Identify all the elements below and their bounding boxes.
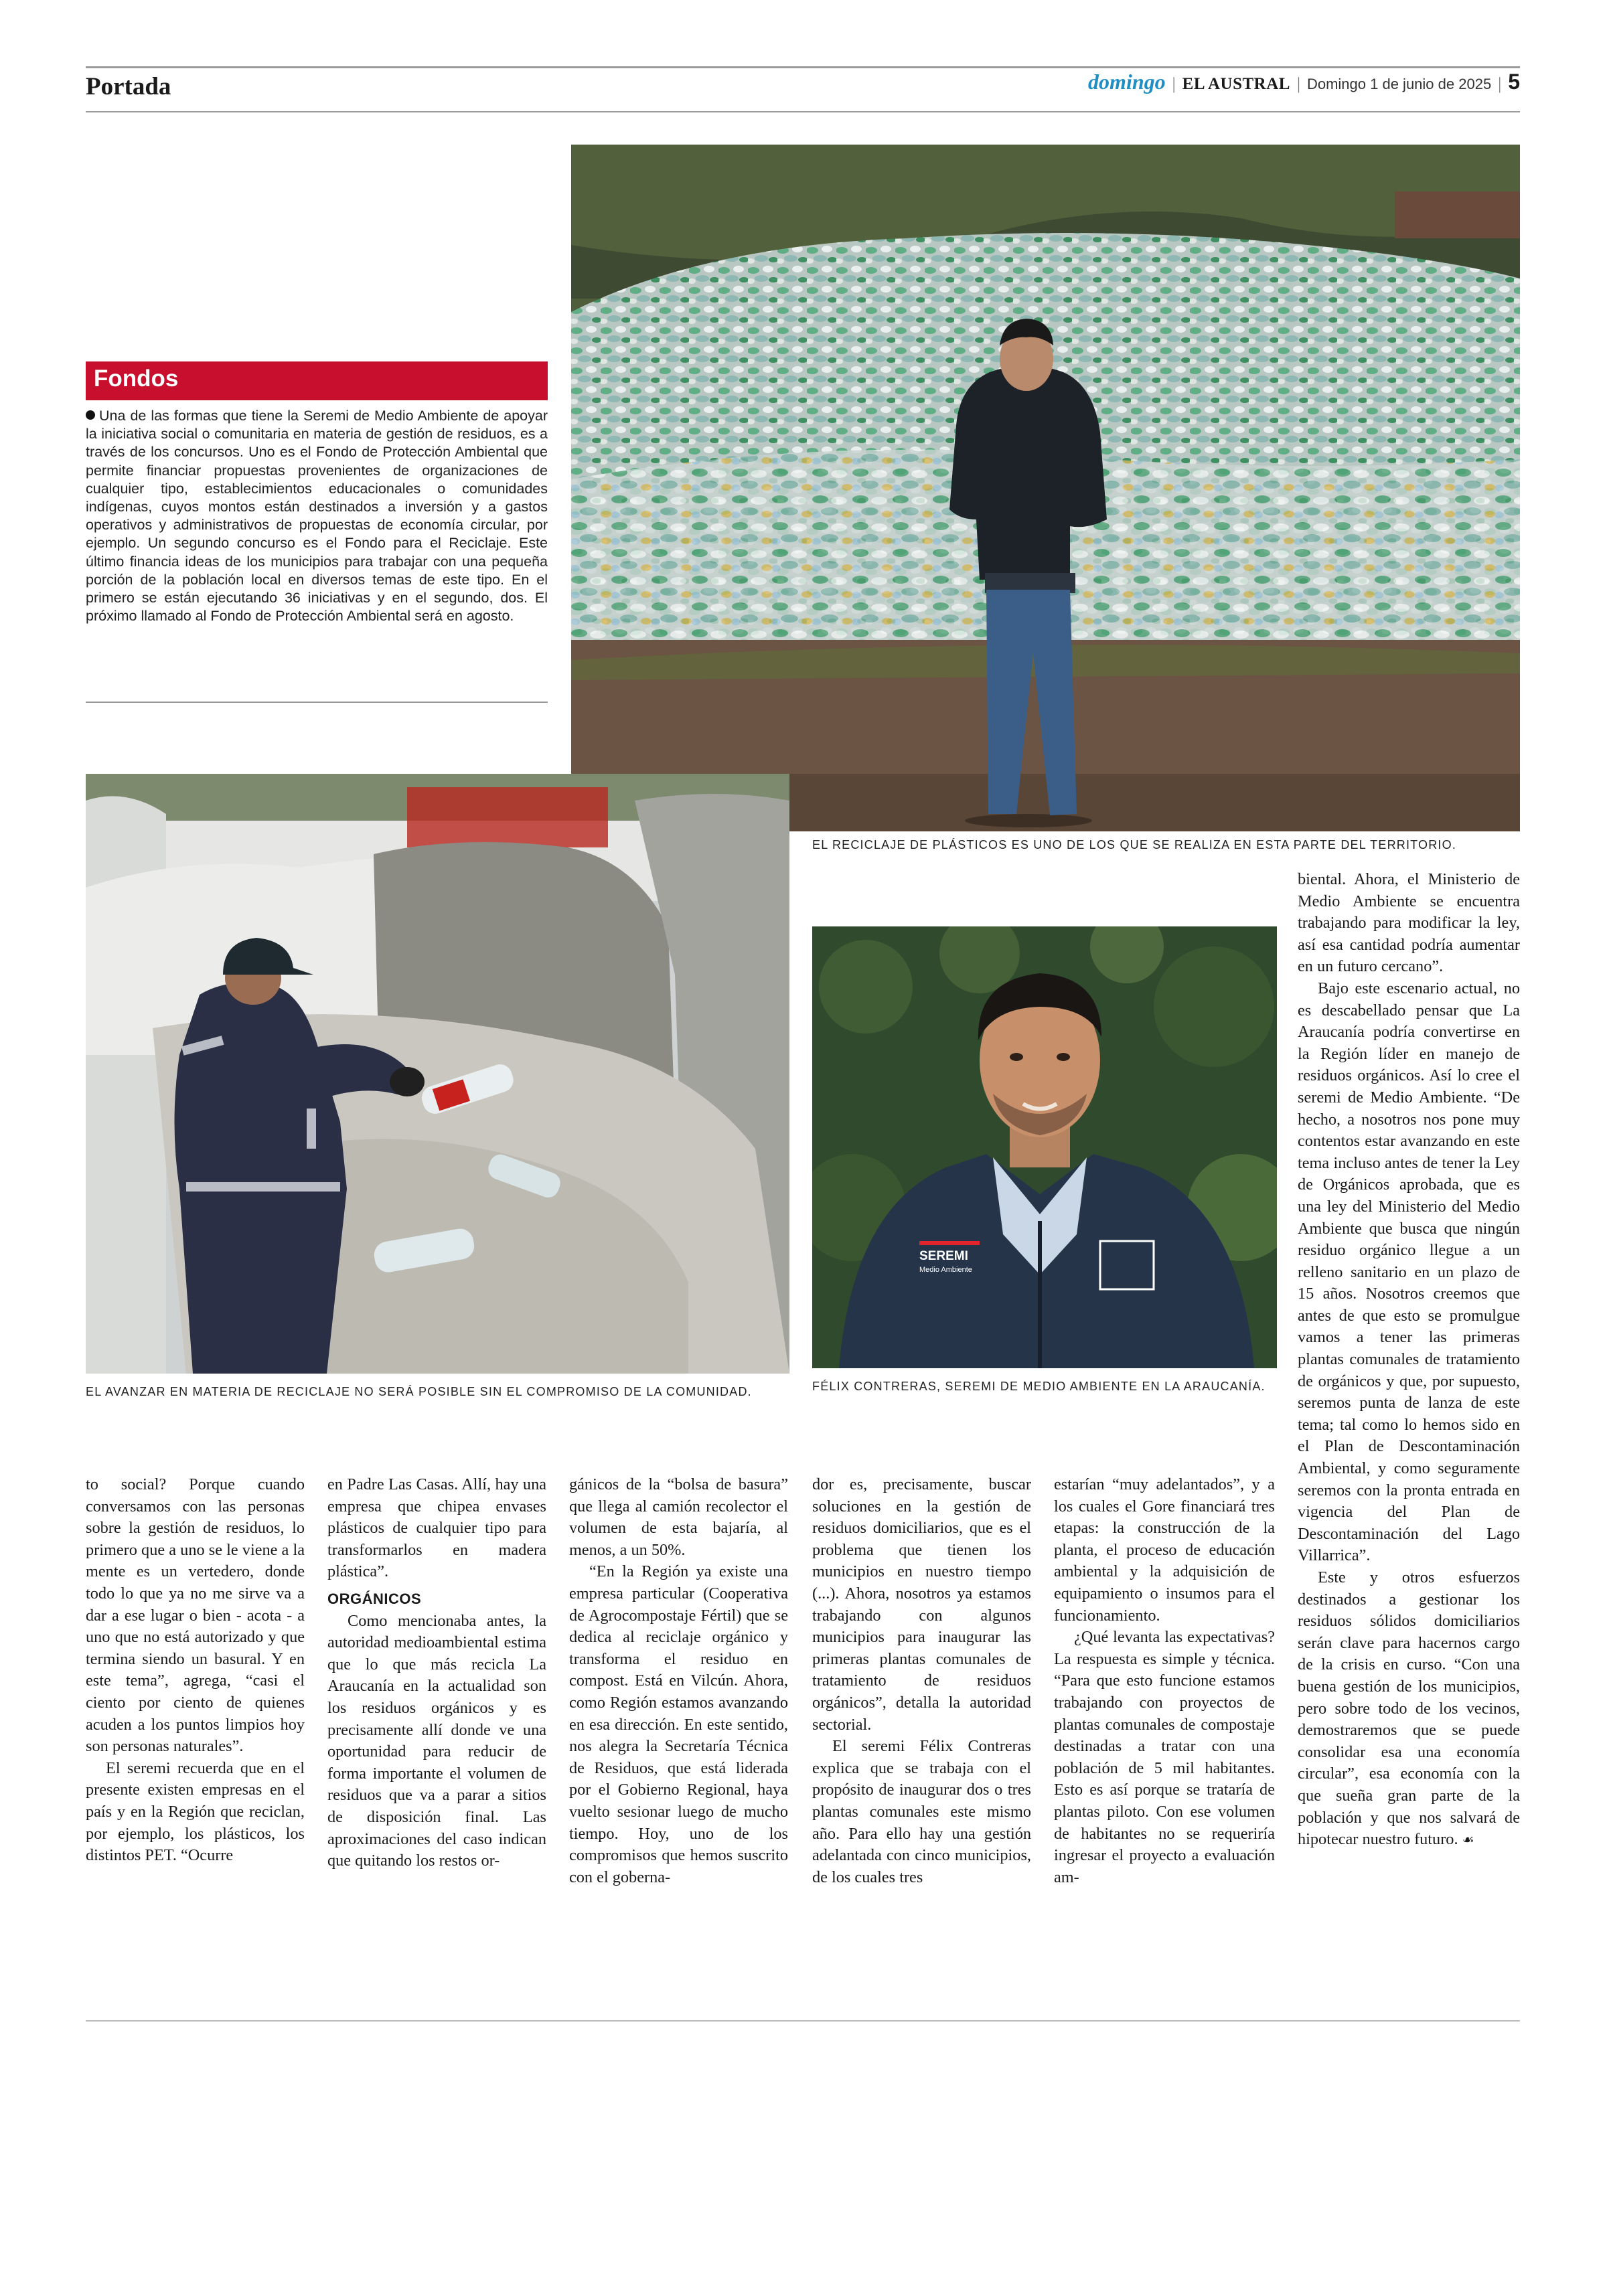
worker-caption: EL AVANZAR EN MATERIA DE RECICLAJE NO SERÁ POSIBLE SIN EL COMPROMISO DE LA COMUNIDAD. bbox=[86, 1385, 752, 1398]
article-column-5 bbox=[1054, 1474, 1275, 1888]
plastics-caption: EL RECICLAJE DE PLÁSTICOS ES UNO DE LOS QUE SE REALIZA EN ESTA PARTE DEL TERRITORIO. bbox=[812, 838, 1457, 851]
article-paragraph: dor es, precisamente, buscar soluciones en la gestión de residuos domiciliarios, que es el problema que tienen los municipios en nuestro tiempo (...). Ahora, nosotros ya estamos trabajando con algunos municipios para inaugurar las primeras plantas comunales de tratamiento de residuos orgánicos”, detalla la autoridad sectorial. bbox=[812, 1475, 1031, 1734]
header-top-rule bbox=[86, 66, 1520, 68]
fondos-body bbox=[86, 407, 548, 625]
masthead bbox=[1088, 70, 1520, 94]
article-paragraph: El seremi recuerda que en el presente existen empresas en el país y en la Región que reciclan, por ejemplo, los plásticos, los distintos PET. “Ocurre bbox=[86, 1758, 305, 1865]
section-title: Portada bbox=[86, 73, 171, 100]
fondos-sidebar bbox=[86, 361, 548, 625]
jacket-logo-subtext: Medio Ambiente bbox=[919, 1266, 972, 1274]
article-column-1 bbox=[86, 1474, 305, 1867]
article-column-2 bbox=[327, 1474, 546, 1872]
masthead-separator: | bbox=[1498, 75, 1502, 93]
article-paragraph: El seremi Félix Contreras explica que se trabaja con el propósito de inaugurar dos o tres plantas comunales este mismo año. Para ello hay una gestión adelantada con cinco municipios, de los cuales tres bbox=[812, 1737, 1031, 1886]
bullet-icon bbox=[86, 410, 95, 420]
masthead-separator: | bbox=[1296, 75, 1300, 93]
article-paragraph: Bajo este escenario actual, no es descabellado pensar que La Araucanía podría convertirse en la Región líder en manejo de residuos orgánicos. Así lo cree el seremi de Medio Ambiente. “De hecho, a nosotros nos pone muy contentos estar avanzando en este tema incluso antes de tener la Ley de Orgánicos aprobada, que es una ley del Ministerio del Medio Ambiente que busca que ningún residuo orgánico llegue a un relleno sanitario en un plazo de 15 años. Nosotros creemos que antes de que esto se promulgue vamos a tener las primeras plantas comunales de tratamiento de orgánicos y que, por supuesto, seremos punta de lanza de este tema; tal como lo hemos sido en el Plan de Descontaminación Ambiental, y como seguramente seremos con la pronta entrada en vigencia del Plan de Descontaminación del Lago Villarrica”. bbox=[1298, 979, 1520, 1565]
article-paragraph: ¿Qué levanta las expectativas? La respuesta es simple y técnica. “Para que esto funcione estamos trabajando con proyectos de plantas comunales de compostaje destinadas a tratar con una población de 5 mil habitantes. Esto es así porque se trataría de plantas piloto. Con ese volumen de habitantes no se requeriría ingresar el proyecto a evaluación am- bbox=[1054, 1628, 1275, 1886]
seremi-portrait-photo bbox=[812, 926, 1277, 1368]
supplement-name: domingo bbox=[1088, 70, 1166, 94]
article-paragraph bbox=[1298, 1567, 1520, 1851]
article-paragraph: gánicos de la “bolsa de basura” que llega al camión recolector el volumen de esta bajaría, al menos, a un 50%. bbox=[569, 1475, 788, 1559]
recycling-worker-photo bbox=[86, 774, 789, 1374]
article-paragraph: estarían “muy adelantados”, y a los cuales el Gore financiará tres etapas: la construcción de la planta, el proceso de educación ambiental y la adquisición de equipamiento o insumos para el funcionamiento. bbox=[1054, 1475, 1275, 1625]
article-paragraph: en Padre Las Casas. Allí, hay una empresa que chipea envases plásticos de cualquier tipo para transformarlos en madera plástica”. bbox=[327, 1475, 546, 1581]
article-text: Este y otros esfuerzos destinados a gestionar los residuos sólidos domiciliarios serán clave para hacernos cargo de la crisis en curso. “Con una buena gestión de los municipios, pero sobre todo de los vecinos, demostraremos que se puede consolidar esa una economía circular”, esa economía con la que sueña gran parte de la población y que nos salvará de hipotecar nuestro futuro. bbox=[1298, 1568, 1520, 1849]
subheading-organicos: ORGÁNICOS bbox=[327, 1590, 422, 1607]
article-paragraph: to social? Porque cuando conversamos con las personas sobre la gestión de residuos, lo primero que a uno se le viene a la mente es un vertedero, donde todo lo que ya no me sirve va a dar a ese lugar o bien - acota - a uno que no está autorizado y que termina siendo un basural. Y en este tema”, agrega, “casi el ciento por ciento de quienes acuden a los puntos limpios hoy son personas naturales”. bbox=[86, 1475, 305, 1756]
newspaper-name: EL AUSTRAL bbox=[1182, 75, 1290, 93]
fondos-text: Una de las formas que tiene la Seremi de Medio Ambiente de apoyar la iniciativa social o comunitaria en materia de gestión de residuos, es a través de los concursos. Uno es el Fondo de Protección Ambiental que permite financiar propuestas provenientes de organizaciones de cualquier tipo, establecimientos educacionales o comunidades indígenas, cuyos montos están destinados a inversión y a gastos operativos y administrativos de propuestas de economía circular, por ejemplo. Un segundo concurso es el Fondo para el Reciclaje. Este último financia ideas de los municipios para trabajar con una pequeña porción de la población local en diversos temas de este tipo. En el primero se están ejecutando 36 iniciativas y en el segundo, dos. El próximo llamado al Fondo de Protección Ambiental será en agosto. bbox=[86, 408, 548, 625]
fondos-title: Fondos bbox=[86, 361, 548, 400]
article-column-3 bbox=[569, 1474, 788, 1888]
plastic-pile-photo bbox=[571, 145, 1520, 831]
fondos-bottom-rule bbox=[86, 702, 548, 703]
masthead-separator: | bbox=[1172, 75, 1176, 93]
article-column-6 bbox=[1298, 869, 1520, 1851]
article-paragraph: biental. Ahora, el Ministerio de Medio Ambiente se encuentra trabajando para modificar la ley, así esa cantidad podría aumentar en un futuro cercano”. bbox=[1298, 870, 1520, 976]
article-paragraph: Como mencionaba antes, la autoridad medioambiental estima que lo que más recicla La Araucanía en la actualidad son los residuos orgánicos y es precisamente allí donde ve una oportunidad para reducir de forma importante el volumen de residuos que va a parar a sitios de disposición final. Las aproximaciones del caso indican que quitando los restos or- bbox=[327, 1611, 546, 1870]
article-column-4 bbox=[812, 1474, 1031, 1888]
jacket-logo-text: SEREMI bbox=[919, 1249, 968, 1263]
article-paragraph: “En la Región ya existe una empresa particular (Cooperativa de Agrocompostaje Fértil) que se dedica al reciclaje orgánico y transforma el residuo en compost. Está en Vilcún. Ahora, como Región estamos avanzando en esa dirección. En este sentido, nos alegra la Secretaría Técnica de Residuos, que está liderada por el Gobierno Regional, haya vuelto sesionar luego de mucho tiempo. Hoy, uno de los compromisos que hemos suscrito con el goberna- bbox=[569, 1562, 788, 1886]
header-bottom-rule bbox=[86, 111, 1520, 112]
footer-rule bbox=[86, 2020, 1520, 2022]
portrait-caption: FÉLIX CONTRERAS, SEREMI DE MEDIO AMBIENTE EN LA ARAUCANÍA. bbox=[812, 1380, 1266, 1393]
issue-date: Domingo 1 de junio de 2025 bbox=[1306, 76, 1492, 92]
end-mark-icon: ☙ bbox=[1462, 1831, 1474, 1848]
page-number: 5 bbox=[1508, 70, 1520, 94]
